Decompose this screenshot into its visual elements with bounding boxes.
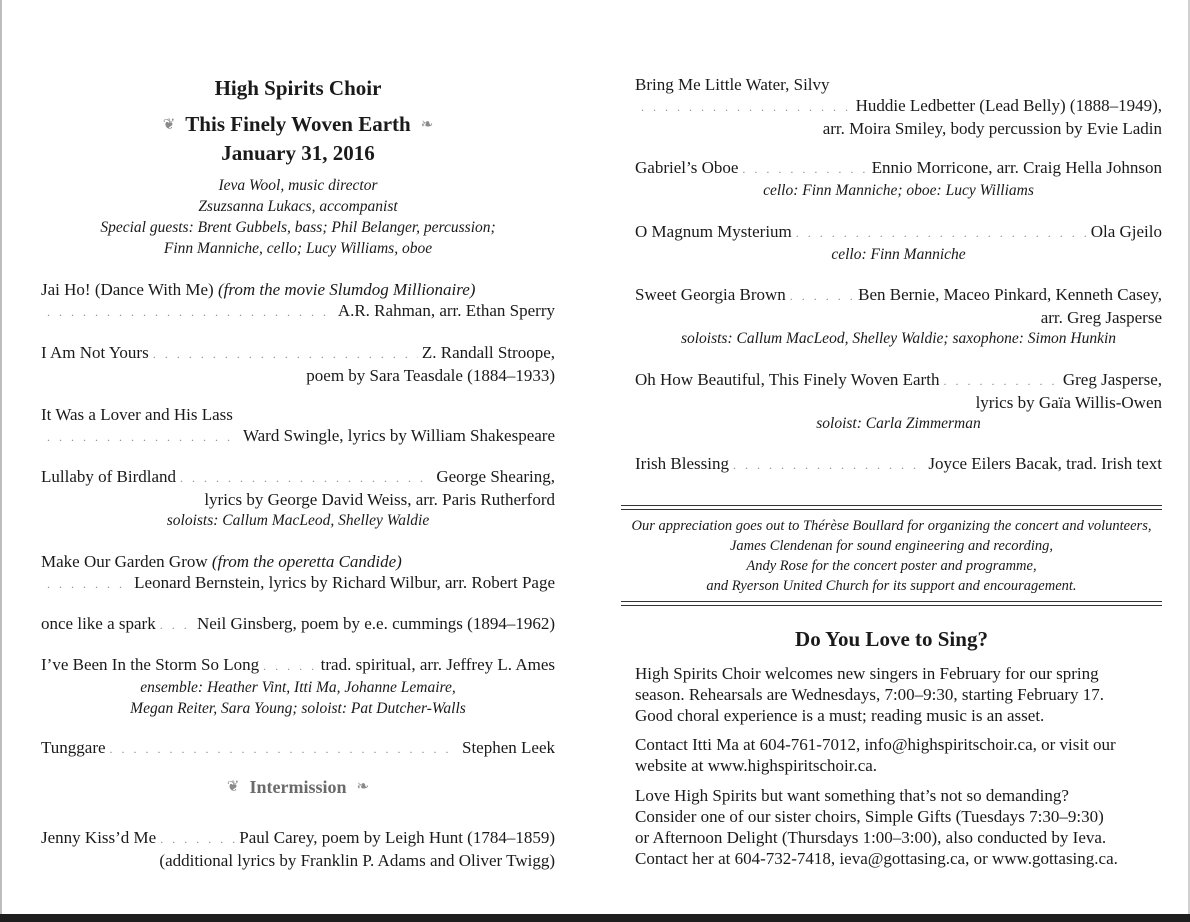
piece-line xyxy=(635,369,1162,392)
piece-line xyxy=(41,827,555,850)
dot-leader xyxy=(180,468,432,489)
acknowledgement-line: and Ryerson United Church for its support and encouragement. xyxy=(706,578,1077,594)
piece-line xyxy=(635,221,1162,244)
composer-cont: lyrics by Gaïa Willis-Owen xyxy=(975,393,1162,412)
paragraph-line: or Afternoon Delight (Thursdays 1:00–3:00), also conducted by Ieva. xyxy=(635,828,1107,847)
program-item xyxy=(635,453,1162,476)
piece-title: Irish Blessing xyxy=(635,454,729,473)
credit-line: Ieva Wool, music director xyxy=(218,177,378,194)
dot-leader xyxy=(641,97,852,118)
piece-line xyxy=(41,342,555,365)
intermission-label: Intermission xyxy=(249,777,347,797)
dot-leader xyxy=(943,371,1058,392)
credit-line: Zsuzsanna Lukacs, accompanist xyxy=(198,198,398,215)
program-item xyxy=(41,404,555,448)
composer: Leonard Bernstein, lyrics by Richard Wilbur, arr. Robert Page xyxy=(134,573,555,592)
composer-cont: arr. Greg Jasperse xyxy=(1040,308,1162,327)
program-item xyxy=(41,342,555,386)
piece-title-line xyxy=(41,279,555,300)
composer-cont: poem by Sara Teasdale (1884–1933) xyxy=(306,366,555,385)
composer: Ward Swingle, lyrics by William Shakespeare xyxy=(242,426,555,445)
performer-note: ensemble: Heather Vint, Itti Ma, Johanne Lemaire, xyxy=(140,679,456,696)
sister-choirs-paragraph xyxy=(635,785,1162,869)
program-item xyxy=(635,74,1162,139)
piece-title: Oh How Beautiful, This Finely Woven Earth xyxy=(635,370,940,389)
piece-line xyxy=(41,466,555,489)
acknowledgement-line: James Clendenan for sound engineering and recording, xyxy=(729,538,1054,554)
piece-title: Jai Ho! (Dance With Me) xyxy=(41,280,214,299)
piece-title: I Am Not Yours xyxy=(41,343,149,362)
composer: Z. Randall Stroope, xyxy=(421,343,555,362)
concert-title: This Finely Woven Earth xyxy=(185,112,411,136)
concert-date: January 31, 2016 xyxy=(221,141,375,165)
program-item xyxy=(41,654,555,719)
double-rule-bottom xyxy=(621,601,1162,606)
program-item xyxy=(41,466,555,531)
dot-leader xyxy=(733,455,924,476)
program-item xyxy=(41,827,555,871)
piece-title: Jenny Kiss’d Me xyxy=(41,828,157,847)
performer-note: soloists: Callum MacLeod, Shelley Waldie xyxy=(166,512,430,529)
piece-title: Lullaby of Birdland xyxy=(41,467,177,486)
performer-note: cello: Finn Manniche xyxy=(831,246,966,263)
acknowledgement-line: Our appreciation goes out to Thérèse Boullard for organizing the concert and volunteers, xyxy=(631,518,1152,534)
composer-line xyxy=(41,425,555,448)
performer-note: cello: Finn Manniche; oboe: Lucy Williams xyxy=(763,182,1034,199)
dot-leader xyxy=(790,286,854,307)
piece-subtitle: (from the movie Slumdog Millionaire) xyxy=(217,280,476,299)
composer: Joyce Eilers Bacak, trad. Irish text xyxy=(928,454,1162,473)
composer-cont: arr. Moira Smiley, body percussion by Evie Ladin xyxy=(822,119,1162,138)
composer-line xyxy=(635,95,1162,118)
composer: Huddie Ledbetter (Lead Belly) (1888–1949), xyxy=(855,96,1162,115)
piece-title: Sweet Georgia Brown xyxy=(635,285,786,304)
program-item xyxy=(41,737,555,760)
piece-title: Make Our Garden Grow xyxy=(41,552,208,571)
composer-cont: (additional lyrics by Franklin P. Adams and Oliver Twigg) xyxy=(159,851,555,870)
composer: George Shearing, xyxy=(436,467,555,486)
composer: A.R. Rahman, arr. Ethan Sperry xyxy=(337,301,555,320)
fleuron-right-icon: ❧ xyxy=(356,779,370,795)
program-item xyxy=(635,221,1162,265)
performer-note: soloists: Callum MacLeod, Shelley Waldie; saxophone: Simon Hunkin xyxy=(680,330,1117,347)
credit-line: Special guests: Brent Gubbels, bass; Phil Belanger, percussion; xyxy=(100,219,496,236)
acknowledgements xyxy=(621,516,1162,596)
fleuron-left-icon: ❦ xyxy=(226,779,240,795)
piece-title: Tunggare xyxy=(41,738,106,757)
composer: trad. spiritual, arr. Jeffrey L. Ames xyxy=(320,655,555,674)
recruit-paragraph xyxy=(635,663,1162,726)
program-item xyxy=(635,369,1162,434)
concert-title-row xyxy=(41,112,555,137)
dot-leader xyxy=(796,223,1087,244)
program-item xyxy=(41,551,555,595)
piece-title: O Magnum Mysterium xyxy=(635,222,792,241)
paragraph-line: website at www.highspiritschoir.ca. xyxy=(635,756,878,775)
dot-leader xyxy=(160,615,193,636)
fleuron-left-icon: ❦ xyxy=(162,117,176,133)
dot-leader xyxy=(160,829,235,850)
piece-line xyxy=(41,737,555,760)
piece-line xyxy=(635,157,1162,180)
dot-leader xyxy=(263,656,317,677)
performer-note: Megan Reiter, Sara Young; soloist: Pat Dutcher-Walls xyxy=(130,700,466,717)
piece-title: It Was a Lover and His Lass xyxy=(41,405,233,424)
dot-leader xyxy=(47,574,130,595)
paragraph-line: Contact Itti Ma at 604-761-7012, info@highspiritschoir.ca, or visit our xyxy=(635,735,1116,754)
page-edge-left xyxy=(0,0,2,914)
program-item xyxy=(635,157,1162,201)
page-edge-bottom xyxy=(0,914,1190,922)
dot-leader xyxy=(110,739,458,760)
dot-leader xyxy=(47,302,334,323)
paragraph-line: season. Rehearsals are Wednesdays, 7:00–9:30, starting February 17. xyxy=(635,685,1105,704)
piece-title: Bring Me Little Water, Silvy xyxy=(635,75,830,94)
composer-line xyxy=(41,300,555,323)
composer: Neil Ginsberg, poem by e.e. cummings (1894–1962) xyxy=(196,614,555,633)
paragraph-line: Love High Spirits but want something that’s not so demanding? xyxy=(635,786,1069,805)
performer-note: soloist: Carla Zimmerman xyxy=(816,415,981,432)
composer-line xyxy=(41,572,555,595)
credit-line: Finn Manniche, cello; Lucy Williams, oboe xyxy=(163,240,433,257)
piece-title-line xyxy=(41,551,555,572)
piece-line xyxy=(41,613,555,636)
piece-title: I’ve Been In the Storm So Long xyxy=(41,655,260,674)
fleuron-right-icon: ❧ xyxy=(420,117,434,133)
paragraph-line: Contact her at 604-732-7418, ieva@gottasing.ca, or www.gottasing.ca. xyxy=(635,849,1118,868)
acknowledgement-line: Andy Rose for the concert poster and programme, xyxy=(746,558,1037,574)
dot-leader xyxy=(153,344,418,365)
paragraph-line: High Spirits Choir welcomes new singers in February for our spring xyxy=(635,664,1099,683)
paragraph-line: Good choral experience is a must; reading music is an asset. xyxy=(635,706,1045,725)
composer: Ennio Morricone, arr. Craig Hella Johnson xyxy=(871,158,1162,177)
intermission-heading xyxy=(41,777,555,798)
dot-leader xyxy=(742,159,867,180)
dot-leader xyxy=(47,427,239,448)
composer-cont: lyrics by George David Weiss, arr. Paris Rutherford xyxy=(204,490,555,509)
piece-subtitle: (from the operetta Candide) xyxy=(211,552,402,571)
choir-name: High Spirits Choir xyxy=(214,76,382,100)
composer: Ben Bernie, Maceo Pinkard, Kenneth Casey, xyxy=(858,285,1162,304)
composer: Stephen Leek xyxy=(462,738,555,757)
piece-title: once like a spark xyxy=(41,614,156,633)
composer: Greg Jasperse, xyxy=(1062,370,1162,389)
program-item xyxy=(41,279,555,323)
program-item xyxy=(635,284,1162,349)
contact-paragraph xyxy=(635,734,1162,776)
piece-line xyxy=(41,654,555,677)
composer: Paul Carey, poem by Leigh Hunt (1784–1859) xyxy=(239,828,555,847)
paragraph-line: Consider one of our sister choirs, Simple Gifts (Tuesdays 7:30–9:30) xyxy=(635,807,1104,826)
piece-line xyxy=(635,284,1162,307)
program-item xyxy=(41,613,555,636)
piece-title: Gabriel’s Oboe xyxy=(635,158,739,177)
piece-line xyxy=(635,453,1162,476)
double-rule-top xyxy=(621,505,1162,510)
credits xyxy=(41,175,555,259)
recruit-title: Do You Love to Sing? xyxy=(795,627,988,651)
composer: Ola Gjeilo xyxy=(1090,222,1162,241)
